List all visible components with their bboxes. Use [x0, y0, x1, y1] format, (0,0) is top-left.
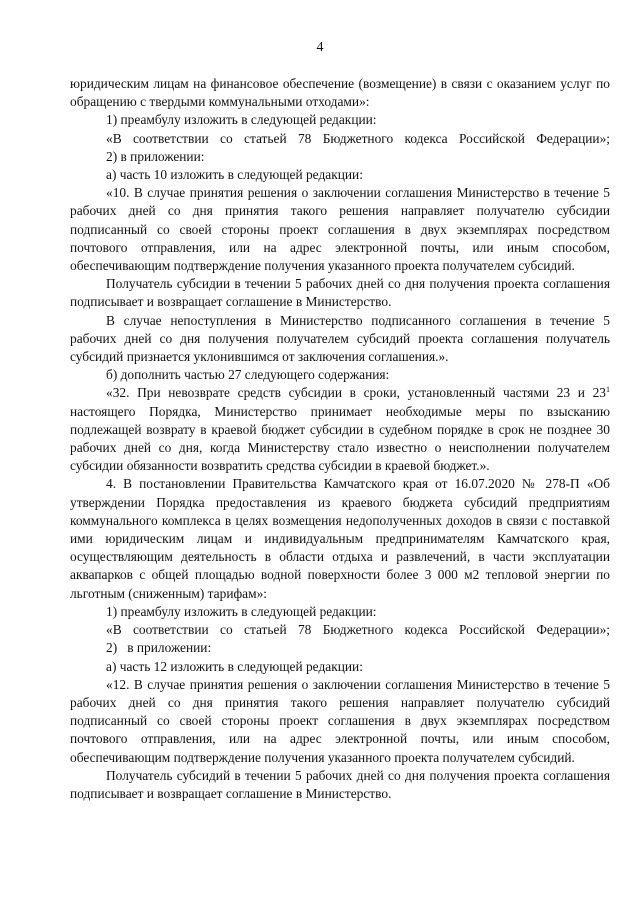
paragraph-11: 4. В постановлении Правительства Камчатского края от 16.07.2020 № 278-П «Об утверждении Порядка предоставления из краевого бюджета субсидий предприятиям коммунального комплекса в целях возмещения недополученных доходов в связи с поставкой ими юридическим лицам и индивидуальным предпринимателям Камчатского края, осуществляющим деятельность в области отдыха и развлечений, в части эксплуатации аквапарков с общей площадью водной поверхности более 3 000 м2 тепловой энергии по льготным (сниженным) тарифам»:: [70, 476, 610, 601]
paragraph-7: Получатель субсидии в течении 5 рабочих дней со дня получения проекта соглашения подписывает и возвращает соглашение в Министерство.: [70, 276, 610, 310]
paragraph-2: 1) преамбулу изложить в следующей редакции:: [106, 112, 377, 128]
paragraph-8: В случае непоступления в Министерство подписанного соглашения в течение 5 рабочих дней со дня получения получателем субсидий проекта соглашения получатель субсидий признается уклонившимся от заключения соглашения.».: [70, 312, 610, 365]
paragraph-5: а) часть 10 изложить в следующей редакции:: [106, 167, 363, 183]
paragraph-10-text-end: настоящего Порядка, Министерство принимает необходимые меры по взысканию подлежащей возврату в краевой бюджет субсидии в судебном порядке в срок не позднее 30 рабочих дней со дня, когда Министерству стало известно о неисполнении получателем субсидии обязанности возвратить средства субсидии в краевой бюджет.».: [70, 403, 610, 474]
paragraph-10-text-start: «32. При невозврате средств субсидии в сроки, установленный частями 23 и 23: [106, 385, 606, 401]
paragraph-4: 2) в приложении:: [106, 148, 205, 164]
paragraph-16: «12. В случае принятия решения о заключении соглашения Министерство в течение 5 рабочих дней со дня принятия такого решения направляет получателю субсидий подписанный со своей стороны проект соглашения в двух экземплярах посредством почтового отправления, или на адрес электронной почты, или иным способом, обеспечивающим подтверждение получения указанного проекта получателем субсидий.: [70, 676, 610, 765]
paragraph-10: [70, 384, 610, 475]
paragraph-13: «В соответствии со статьей 78 Бюджетного кодекса Российской Федерации»;: [106, 622, 610, 638]
paragraph-3: «В соответствии со статьей 78 Бюджетного кодекса Российской Федерации»;: [106, 130, 610, 146]
document-body: [70, 75, 610, 803]
paragraph-1: юридическим лицам на финансовое обеспечение (возмещение) в связи с оказанием услуг по обращению с твердыми коммунальными отходами»:: [70, 76, 610, 110]
paragraph-6: «10. В случае принятия решения о заключении соглашения Министерство в течение 5 рабочих дней со дня принятия такого решения направляет получателю субсидии подписанный со своей стороны проект соглашения в двух экземплярах посредством почтового отправления, или на адрес электронной почты, или иным способом, обеспечивающим подтверждение получения указанного проекта получателем субсидий.: [70, 185, 610, 274]
paragraph-14: 2) в приложении:: [106, 640, 212, 656]
page-number: 4: [316, 40, 324, 55]
superscript-index: 1: [606, 385, 610, 395]
paragraph-17: Получатель субсидий в течении 5 рабочих дней со дня получения проекта соглашения подписывает и возвращает соглашение в Министерство.: [70, 767, 610, 801]
paragraph-9: б) дополнить частью 27 следующего содержания:: [106, 367, 390, 383]
paragraph-12: 1) преамбулу изложить в следующей редакции:: [106, 603, 377, 619]
paragraph-15: а) часть 12 изложить в следующей редакции:: [106, 658, 363, 674]
